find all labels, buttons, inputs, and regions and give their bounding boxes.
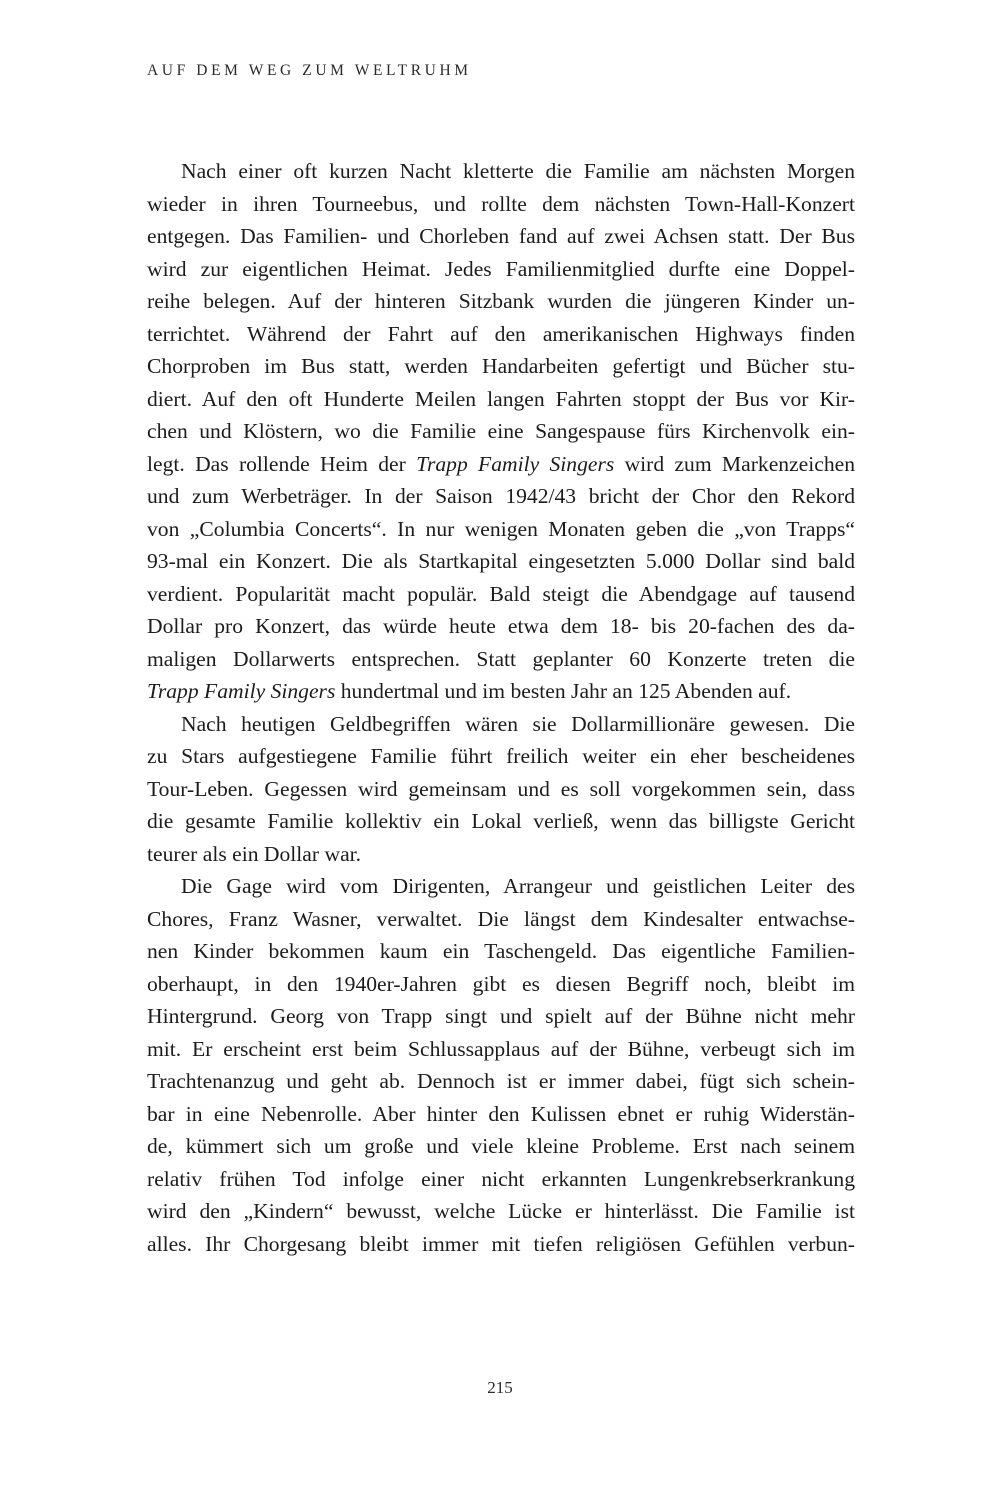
text-line: reihe belegen. Auf der hinteren Sitzbank wurden die jüngeren Kinder un- <box>147 289 855 313</box>
text-line: Trapp Family Singers hundertmal und im besten Jahr an 125 Abenden auf. <box>147 679 792 703</box>
text-line: oberhaupt, in den 1940er-Jahren gibt es diesen Begriff noch, bleibt im <box>147 971 855 996</box>
text-line: verdient. Popularität macht populär. Bald steigt die Abendgage auf tausend <box>147 581 855 606</box>
text-line: entgegen. Das Familien- und Chorleben fand auf zwei Achsen statt. Der Bus <box>147 224 855 248</box>
text-line: die gesamte Familie kollektiv ein Lokal verließ, wenn das billigste Gericht <box>147 809 855 833</box>
text-line: Chores, Franz Wasner, verwaltet. Die längst dem Kindesalter entwachse- <box>147 906 855 931</box>
text-line: mit. Er erscheint erst beim Schlussapplaus auf der Bühne, verbeugt sich im <box>147 1036 855 1061</box>
text-line: Chorproben im Bus statt, werden Handarbeiten gefertigt und Bücher stu- <box>147 354 855 378</box>
text-line: wird zur eigentlichen Heimat. Jedes Familienmitglied durfte eine Doppel- <box>147 256 855 281</box>
text-line: Tour-Leben. Gegessen wird gemeinsam und es soll vorgekommen sein, dass <box>147 776 855 801</box>
text-line: Nach einer oft kurzen Nacht kletterte die Familie am nächsten Morgen <box>181 159 855 183</box>
page-number: 215 <box>487 1378 513 1397</box>
text-line: de, kümmert sich um große und viele kleine Probleme. Erst nach seinem <box>147 1134 855 1158</box>
text-line: wird den „Kindern“ bewusst, welche Lücke er hinterlässt. Die Familie ist <box>147 1199 855 1223</box>
running-head: AUF DEM WEG ZUM WELTRUHM <box>147 62 472 79</box>
text-line: zu Stars aufgestiegene Familie führt freilich weiter ein eher bescheidenes <box>147 744 855 768</box>
text-line: 93-mal ein Konzert. Die als Startkapital eingesetzten 5.000 Dollar sind bald <box>147 549 855 573</box>
text-line: und zum Werbeträger. In der Saison 1942/43 bricht der Chor den Rekord <box>147 484 855 508</box>
text-line: Hintergrund. Georg von Trapp singt und spielt auf der Bühne nicht mehr <box>147 1004 855 1028</box>
text-line: alles. Ihr Chorgesang bleibt immer mit tiefen religiösen Gefühlen verbun- <box>147 1231 855 1256</box>
text-line: Trachtenanzug und geht ab. Dennoch ist er immer dabei, fügt sich schein- <box>147 1069 855 1093</box>
text-line: wieder in ihren Tourneebus, und rollte dem nächsten Town-Hall-Konzert <box>147 191 855 216</box>
text-line: chen und Klöstern, wo die Familie eine Sangespause fürs Kirchenvolk ein- <box>147 419 855 443</box>
text-line: Die Gage wird vom Dirigenten, Arrangeur und geistlichen Leiter des <box>181 874 855 898</box>
text-line: teurer als ein Dollar war. <box>147 841 362 866</box>
text-line: terrichtet. Während der Fahrt auf den amerikanischen Highways finden <box>147 321 855 346</box>
text-line: Dollar pro Konzert, das würde heute etwa dem 18- bis 20-fachen des da- <box>147 614 855 638</box>
text-line: maligen Dollarwerts entsprechen. Statt geplanter 60 Konzerte treten die <box>147 646 855 671</box>
text-line: bar in eine Nebenrolle. Aber hinter den Kulissen ebnet er ruhig Widerstän- <box>147 1101 855 1126</box>
text-line: Nach heutigen Geldbegriffen wären sie Dollarmillionäre gewesen. Die <box>181 711 855 736</box>
body-text <box>147 155 855 1260</box>
text-line: von „Columbia Concerts“. In nur wenigen Monaten geben die „von Trapps“ <box>147 516 855 541</box>
text-line: nen Kinder bekommen kaum ein Taschengeld. Das eigentliche Familien- <box>147 939 855 963</box>
text-line: diert. Auf den oft Hunderte Meilen langen Fahrten stoppt der Bus vor Kir- <box>147 386 855 411</box>
text-line: relativ frühen Tod infolge einer nicht erkannten Lungenkrebserkrankung <box>147 1166 855 1191</box>
text-line: legt. Das rollende Heim der Trapp Family Singers wird zum Markenzeichen <box>147 451 856 476</box>
